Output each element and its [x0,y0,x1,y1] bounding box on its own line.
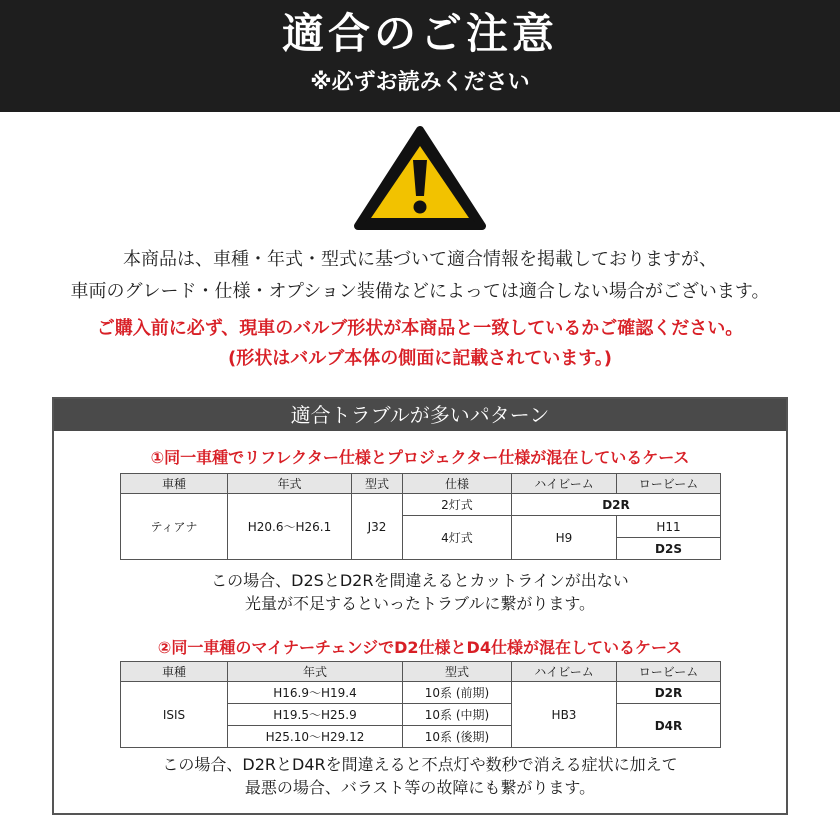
cell-years: H16.9〜H19.4 [228,682,403,704]
case1-note-line-1: この場合、D2SとD2Rを間違えるとカットラインが出ない [211,571,629,590]
intro-line-1: 本商品は、車種・年式・型式に基づいて適合情報を掲載しておりますが、 [123,249,717,270]
header-banner [0,0,840,112]
cell-years: H19.5〜H25.9 [228,704,403,726]
cell-low-beam-a: D2R [617,682,721,704]
col-model: 車種 [121,662,228,682]
col-type: 型式 [352,474,403,494]
trouble-patterns-panel [52,397,788,815]
cell-high-beam: HB3 [512,682,617,748]
table-row [121,494,721,516]
cell-model: ISIS [121,682,228,748]
col-low-beam: ロービーム [617,474,721,494]
cell-years: H20.6〜H26.1 [228,494,352,560]
table-header-row [121,474,721,494]
case1-table [120,473,721,560]
case2-note [54,753,786,799]
case1-note [54,569,786,615]
case1-note-line-2: 光量が不足するといったトラブルに繋がります。 [244,594,596,613]
table-header-row [121,662,721,682]
col-spec: 仕様 [403,474,512,494]
alert-line-2: (形状はバルブ本体の側面に記載されています。) [227,348,612,369]
alert-line-1: ご購入前に必ず、現車のバルブ形状が本商品と一致しているかご確認ください。 [96,318,744,339]
col-high-beam: ハイビーム [512,662,617,682]
col-years: 年式 [228,474,352,494]
case2-table [120,661,721,748]
cell-years: H25.10〜H29.12 [228,726,403,748]
cell-high-4lamp: H9 [512,516,617,560]
cell-low-4lamp-a: H11 [617,516,721,538]
case2-note-line-1: この場合、D2RとD4Rを間違えると不点灯や数秒で消える症状に加えて [162,755,678,774]
page-subtitle: ※必ずお読みください [310,70,530,95]
col-high-beam: ハイビーム [512,474,617,494]
col-type: 型式 [403,662,512,682]
table-row [121,682,721,704]
col-low-beam: ロービーム [617,662,721,682]
cell-spec-2lamp: 2灯式 [403,494,512,516]
cell-type: 10系 (中期) [403,704,512,726]
cell-spec-4lamp: 4灯式 [403,516,512,560]
case2-note-line-2: 最悪の場合、バラスト等の故障にも繋がります。 [244,778,596,797]
page-title: 適合のご注意 [281,9,558,58]
cell-type: 10系 (後期) [403,726,512,748]
col-years: 年式 [228,662,403,682]
panel-title: 適合トラブルが多いパターン [54,399,786,431]
cell-low-beam-b: D4R [617,704,721,748]
cell-model: ティアナ [121,494,228,560]
cell-type: 10系 (前期) [403,682,512,704]
case1-title: ①同一車種でリフレクター仕様とプロジェクター仕様が混在しているケース [150,448,690,467]
alert-text [0,314,840,374]
intro-text [0,244,840,308]
case2-title: ②同一車種のマイナーチェンジでD2仕様とD4仕様が混在しているケース [157,638,683,657]
cell-low-4lamp-b: D2S [617,538,721,560]
cell-beam-2lamp: D2R [512,494,721,516]
intro-line-2: 車両のグレード・仕様・オプション装備などによっては適合しない場合がございます。 [70,281,770,302]
cell-type: J32 [352,494,403,560]
col-model: 車種 [121,474,228,494]
warning-triangle-icon [352,124,488,232]
